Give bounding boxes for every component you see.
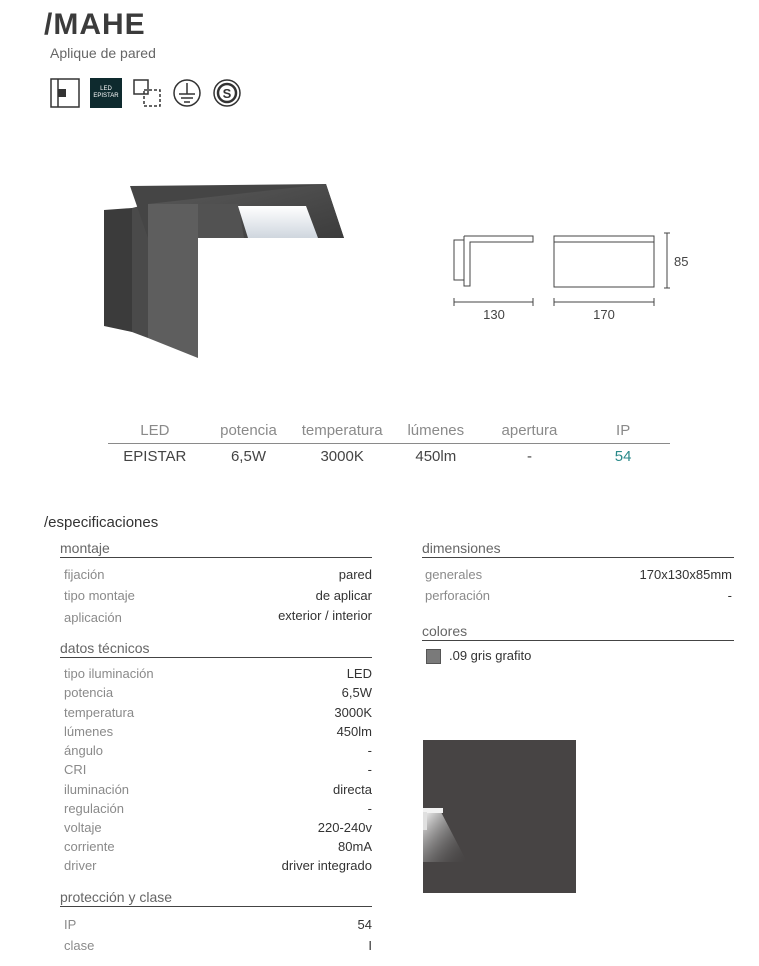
spec-key: tipo iluminación bbox=[64, 666, 154, 681]
summary-value-row bbox=[108, 444, 670, 470]
wall-mount-icon bbox=[50, 78, 80, 108]
dimension-height-label: 85 bbox=[674, 254, 689, 269]
section-colores-heading: colores bbox=[422, 623, 734, 641]
spec-value: 80mA bbox=[338, 839, 372, 854]
summary-table bbox=[108, 420, 670, 469]
feature-icons bbox=[50, 78, 242, 108]
summary-header-temperatura: temperatura bbox=[295, 420, 389, 444]
spec-key: regulación bbox=[64, 801, 124, 816]
spec-value: 3000K bbox=[334, 705, 372, 720]
product-photo bbox=[98, 180, 348, 362]
summary-header-lumenes: lúmenes bbox=[389, 420, 483, 444]
spec-value: - bbox=[367, 743, 372, 758]
section-proteccion-heading: protección y clase bbox=[60, 889, 372, 907]
spec-key: corriente bbox=[64, 839, 115, 854]
summary-value-temperatura: 3000K bbox=[320, 448, 364, 465]
svg-text:S: S bbox=[222, 86, 232, 101]
product-subtitle: Aplique de pared bbox=[50, 45, 156, 61]
spec-value: directa bbox=[332, 782, 372, 797]
spec-key: temperatura bbox=[64, 705, 135, 720]
spec-value: exterior / interior bbox=[278, 608, 372, 623]
spec-key: perforación bbox=[425, 588, 491, 603]
spec-value: - bbox=[727, 588, 732, 603]
color-swatch bbox=[426, 649, 441, 664]
earth-ground-icon bbox=[172, 78, 202, 108]
specifications-title: /especificaciones bbox=[44, 514, 159, 531]
section-datos-heading: datos técnicos bbox=[60, 640, 372, 658]
led-badge-line2: EPISTAR bbox=[93, 93, 119, 99]
spec-value: 6,5W bbox=[341, 685, 372, 700]
summary-header-potencia: potencia bbox=[202, 420, 296, 444]
summary-value-lumenes: 450lm bbox=[415, 448, 457, 465]
color-name: .09 gris grafito bbox=[449, 648, 532, 663]
summary-value-apertura: - bbox=[526, 448, 532, 465]
spec-value: 54 bbox=[357, 917, 372, 932]
section-montaje-heading: montaje bbox=[60, 540, 372, 558]
led-badge-line1: LED bbox=[100, 86, 112, 92]
spec-key: aplicación bbox=[64, 610, 122, 625]
spec-key: tipo montaje bbox=[64, 588, 135, 603]
safety-certification-icon bbox=[212, 78, 242, 108]
summary-value-potencia: 6,5W bbox=[230, 448, 266, 465]
summary-value-led: EPISTAR bbox=[123, 448, 187, 465]
spec-value: - bbox=[367, 801, 372, 816]
spec-value: - bbox=[367, 762, 372, 777]
spec-value: 220-240v bbox=[317, 820, 372, 835]
spec-key: fijación bbox=[64, 567, 105, 582]
spec-value: 170x130x85mm bbox=[639, 567, 732, 582]
dimension-depth-label: 130 bbox=[483, 307, 505, 322]
spec-key: potencia bbox=[64, 685, 114, 700]
summary-header-ip: IP bbox=[576, 420, 670, 444]
spec-key: clase bbox=[64, 938, 95, 953]
spec-value: de aplicar bbox=[315, 588, 372, 603]
spec-key: lúmenes bbox=[64, 724, 114, 739]
section-dimensiones-heading: dimensiones bbox=[422, 540, 734, 558]
spec-key: driver bbox=[64, 858, 97, 873]
spec-value: I bbox=[368, 938, 372, 953]
product-title: /MAHE bbox=[44, 8, 146, 41]
spec-value: 450lm bbox=[336, 724, 372, 739]
spec-key: voltaje bbox=[64, 820, 102, 835]
dimension-width-label: 170 bbox=[593, 307, 615, 322]
surface-mount-icon bbox=[132, 78, 162, 108]
spec-key: IP bbox=[64, 917, 77, 932]
spec-value: driver integrado bbox=[281, 858, 372, 873]
spec-key: generales bbox=[425, 567, 483, 582]
technical-drawing bbox=[448, 226, 698, 326]
spec-value: LED bbox=[346, 666, 372, 681]
led-epistar-badge bbox=[90, 78, 122, 108]
spec-value: pared bbox=[338, 567, 372, 582]
summary-header-apertura: apertura bbox=[483, 420, 577, 444]
light-effect-image bbox=[423, 740, 576, 893]
spec-key: CRI bbox=[64, 762, 87, 777]
summary-value-ip: 54 bbox=[614, 448, 632, 465]
summary-header-row bbox=[108, 420, 670, 444]
color-option bbox=[426, 648, 531, 664]
summary-header-led: LED bbox=[108, 420, 202, 444]
spec-key: ángulo bbox=[64, 743, 104, 758]
spec-key: iluminación bbox=[64, 782, 130, 797]
